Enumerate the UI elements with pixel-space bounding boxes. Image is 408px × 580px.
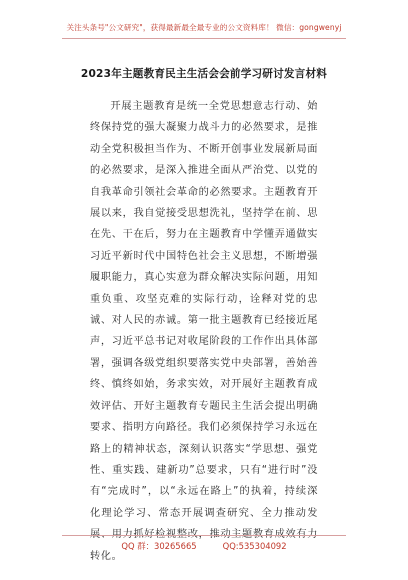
body-paragraph: 开展主题教育是统一全党思想意志行动、始终保持党的强大凝聚力战斗力的必然要求，是推动全党积极担当作为、不断开创事业发展新局面的必然要求，是深入推进全面从严治党、以党的自我革命引领社会革命的必然要求。主题教育开展以来，我自觉接受思想洗礼，坚持学在前、思在先、干在后，努力在主题教育中学懂弄通做实习近平新时代中国特色社会主义思想，不断增强履职能力，真心实意为群众解决实际问题，用知重负重、攻坚克难的实际行动，诠释对党的忠诚、对人民的赤诚。第一批主题教育已经接近尾声，习近平总书记对收尾阶段的工作作出具体部署，强调各级党组织要落实党中央部署，善始善终、慎终如始，务求实效，对开展好主题教育成效评估、开好主题教育专题民主生活会提出明确要求、指明方向路径。我们必须保持学习永远在路上的精神状态，深刻认识落实“学思想、强党性、重实践、建新功”总要求，只有“进行时”没有“完成时”，以“永远在路上”的执着，持续深化理论学习、常态开展调查研究、全力推动发展、用力抓好检视整改，推动主题教育成效有力转化。 [90,101,318,562]
footer-divider [62,535,346,536]
header-divider [62,38,346,39]
footer-contact [0,540,408,552]
document-body [90,96,318,567]
footer-qq-group: QQ 群：30265665 [121,541,197,551]
header-promo-note: 关注头条号"公文研究"，获得最新最全最专业的公文资料库！ 微信：gongwenyj [66,23,342,32]
footer-qq-number: QQ:535304092 [222,541,287,551]
document-title: 2023年主题教育民主生活会会前学习研讨发言材料 [80,68,328,80]
